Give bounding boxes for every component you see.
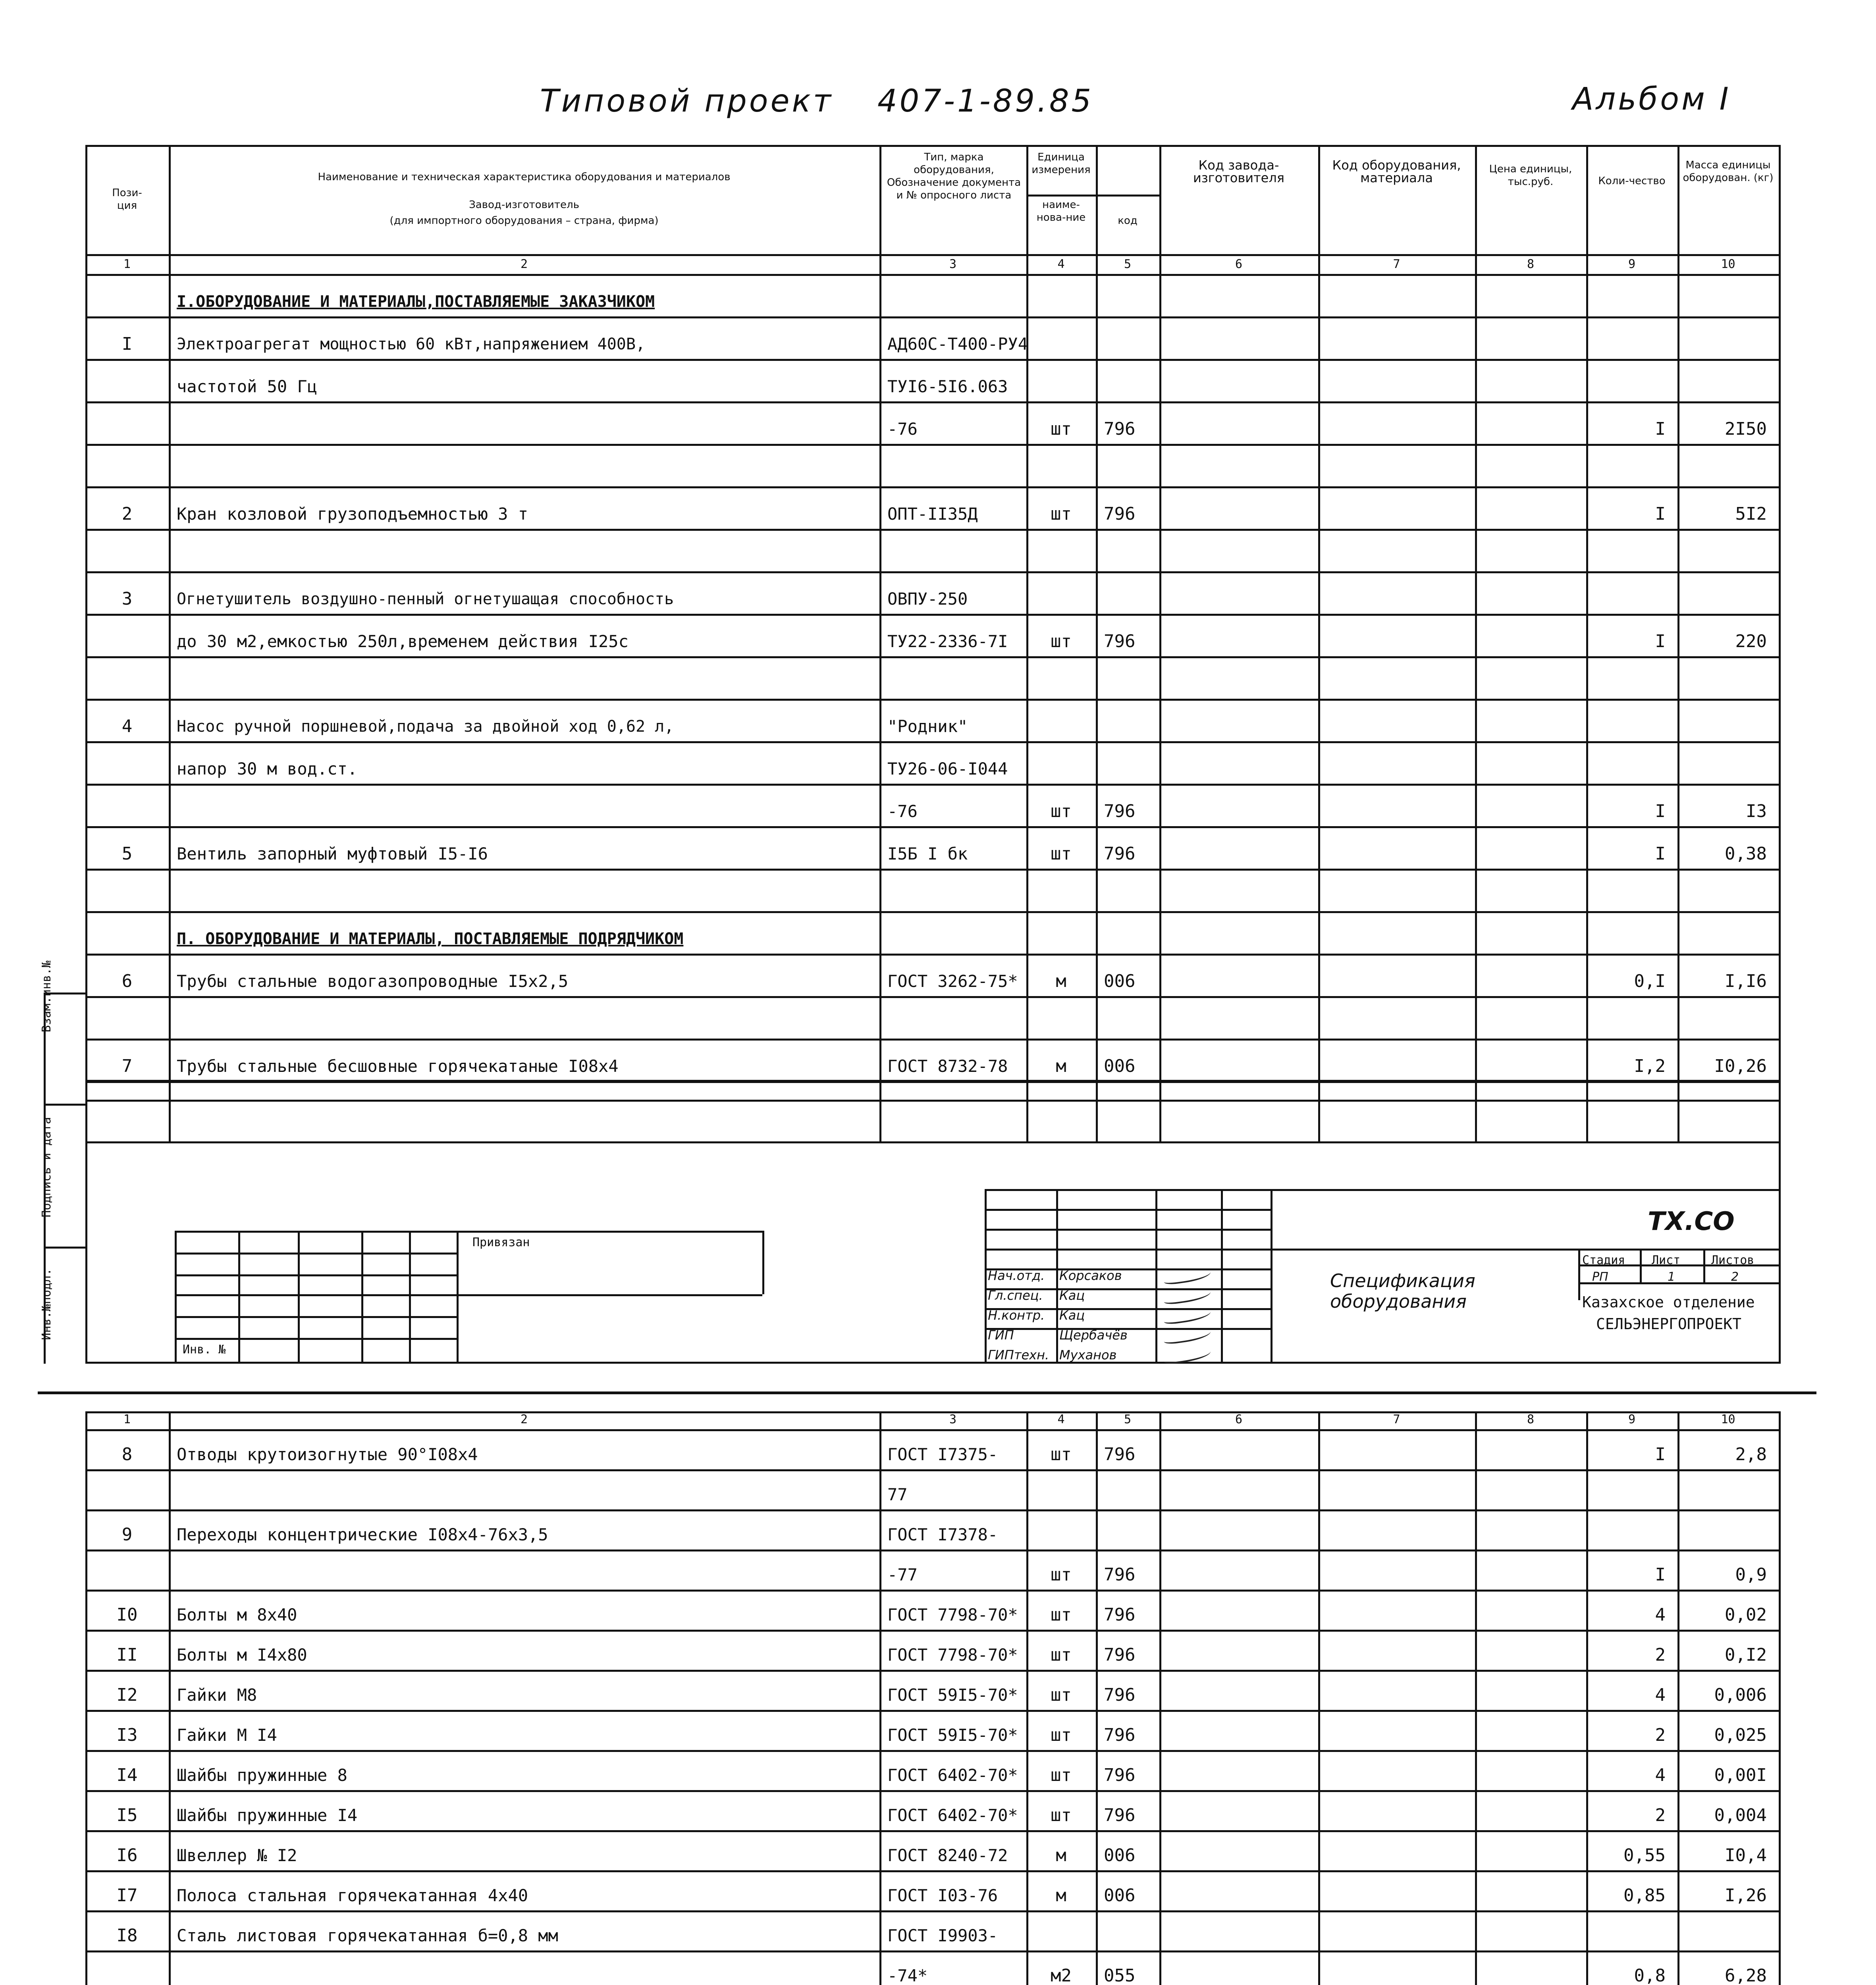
cell-pos: 6 bbox=[121, 971, 133, 991]
cell-pos: 8 bbox=[121, 1444, 133, 1465]
cell-name: Вентиль запорный муфтовый I5-I6 bbox=[177, 844, 488, 863]
cell-code: 796 bbox=[1104, 1444, 1136, 1465]
cell-name: Шайбы пружинные I4 bbox=[177, 1806, 358, 1825]
cell-pos: I2 bbox=[116, 1685, 138, 1705]
column-number: 4 bbox=[1057, 1413, 1065, 1426]
stage-value: РП bbox=[1592, 1270, 1608, 1284]
cell-type: ГОСТ 7798-70* bbox=[887, 1605, 1018, 1625]
table-row-rule bbox=[85, 1039, 1781, 1041]
cell-pos: 7 bbox=[121, 1056, 133, 1076]
cell-type: I5Б I бк bbox=[887, 844, 968, 863]
table-row-rule bbox=[85, 911, 1781, 913]
cell-mass: I0,4 bbox=[1725, 1845, 1767, 1866]
signature-name: Кац bbox=[1059, 1288, 1085, 1303]
cell-pos: 2 bbox=[121, 504, 133, 524]
table-row-rule bbox=[85, 1590, 1781, 1592]
cell-unit: шт bbox=[1051, 844, 1072, 864]
table-row-rule bbox=[85, 1950, 1781, 1952]
cell-mass: 2I50 bbox=[1725, 419, 1767, 439]
cell-pos: I5 bbox=[116, 1805, 138, 1825]
cell-type: ГОСТ 6402-70* bbox=[887, 1806, 1018, 1825]
column-number: 6 bbox=[1235, 1413, 1243, 1426]
table-row-rule bbox=[85, 996, 1781, 998]
cell-mass: 220 bbox=[1735, 631, 1767, 651]
table-row-rule bbox=[85, 1750, 1781, 1752]
cell-name: Трубы стальные бесшовные горячекатаные I08x4 bbox=[177, 1056, 619, 1076]
col-unit-code-header: код bbox=[1118, 215, 1138, 227]
cell-name: Переходы концентрические I08x4-76x3,5 bbox=[177, 1525, 548, 1544]
cell-type: ОВПУ-250 bbox=[887, 589, 968, 609]
project-title: Типовой проект bbox=[540, 83, 834, 119]
cell-name: Болты м I4x80 bbox=[177, 1645, 307, 1665]
cell-mass: I0,26 bbox=[1714, 1056, 1767, 1076]
cell-qty: I bbox=[1655, 631, 1666, 651]
table-row-rule bbox=[85, 1670, 1781, 1672]
cell-unit: м bbox=[1056, 1845, 1066, 1866]
cell-name: Полоса стальная горячекатанная 4x40 bbox=[177, 1886, 528, 1905]
table-row-rule bbox=[85, 869, 1781, 871]
cell-code: 796 bbox=[1104, 1645, 1136, 1665]
cell-pos: I7 bbox=[116, 1885, 138, 1906]
cell-name: Насос ручной поршневой,подача за двойной ход 0,62 л, bbox=[177, 717, 674, 736]
cell-qty: I bbox=[1655, 1444, 1666, 1465]
cell-pos: I bbox=[121, 334, 133, 354]
cell-qty: I bbox=[1655, 844, 1666, 864]
table-row-rule bbox=[85, 486, 1781, 488]
cell-qty: 0,I bbox=[1634, 971, 1666, 991]
cell-unit: шт bbox=[1051, 801, 1072, 821]
signature-name: Кац bbox=[1059, 1308, 1085, 1323]
col-unit-name-header: наиме-нова-ние bbox=[1036, 199, 1086, 224]
cell-type: АД60С-Т400-РУ4 bbox=[887, 334, 1028, 354]
cell-unit: м bbox=[1056, 1056, 1066, 1076]
cell-code: 006 bbox=[1104, 1056, 1136, 1076]
column-number: 4 bbox=[1057, 257, 1065, 271]
table-row-rule bbox=[85, 401, 1781, 403]
column-number: 10 bbox=[1721, 257, 1735, 271]
cell-unit: шт bbox=[1051, 1685, 1072, 1705]
column-number: 1 bbox=[123, 1413, 131, 1426]
table-row-rule bbox=[85, 1710, 1781, 1712]
col-unit-header: Единица измерения bbox=[1032, 151, 1091, 176]
cell-code: 796 bbox=[1104, 1805, 1136, 1825]
cell-code: 006 bbox=[1104, 1845, 1136, 1866]
cell-name: I.ОБОРУДОВАНИЕ И МАТЕРИАЛЫ,ПОСТАВЛЯЕМЫЕ ЗАКАЗЧИКОМ bbox=[177, 293, 655, 311]
cell-mass: I,26 bbox=[1725, 1885, 1767, 1906]
cell-pos: 3 bbox=[121, 589, 133, 609]
cell-code: 796 bbox=[1104, 1565, 1136, 1585]
cell-mass: 0,02 bbox=[1725, 1605, 1767, 1625]
cell-unit: шт bbox=[1051, 1565, 1072, 1585]
cell-name: частотой 50 Гц bbox=[177, 377, 318, 396]
cell-qty: 4 bbox=[1655, 1685, 1666, 1705]
cell-pos: I6 bbox=[116, 1845, 138, 1866]
cell-type: ГОСТ I7375- bbox=[887, 1445, 998, 1464]
column-number: 8 bbox=[1527, 257, 1535, 271]
cell-name: напор 30 м вод.ст. bbox=[177, 759, 358, 779]
cell-mass: 0,9 bbox=[1735, 1565, 1767, 1585]
column-number: 3 bbox=[949, 1413, 957, 1426]
sheet-label: Лист bbox=[1652, 1253, 1681, 1267]
cell-code: 796 bbox=[1104, 844, 1136, 864]
column-number: 7 bbox=[1393, 1413, 1400, 1426]
cell-unit: шт bbox=[1051, 504, 1072, 524]
sheet-separator bbox=[38, 1391, 1816, 1394]
table-row-rule bbox=[85, 614, 1781, 616]
cell-name: Кран козловой грузоподъемностью 3 т bbox=[177, 504, 528, 524]
cell-name: Трубы стальные водогазопроводные I5x2,5 bbox=[177, 971, 569, 991]
table-row-rule bbox=[85, 1870, 1781, 1872]
table-row-rule bbox=[85, 1910, 1781, 1912]
cell-pos: I8 bbox=[116, 1925, 138, 1946]
inv-label-1: Инв. № bbox=[183, 1343, 226, 1357]
cell-type: -76 bbox=[887, 802, 918, 821]
col-mass-header: Масса единицы оборудован. (кг) bbox=[1683, 159, 1774, 184]
cell-unit: шт bbox=[1051, 419, 1072, 439]
signature-role: Н.контр. bbox=[988, 1308, 1045, 1323]
column-number: 8 bbox=[1527, 1413, 1535, 1426]
sheets-label: Листов bbox=[1711, 1253, 1755, 1267]
side-label-1a: Взам.инв.№ bbox=[40, 960, 54, 1033]
column-number: 3 bbox=[949, 257, 957, 271]
cell-code: 796 bbox=[1104, 1605, 1136, 1625]
cell-type: -76 bbox=[887, 419, 918, 439]
col-maker-code-header: Код завода-изготовителя bbox=[1193, 158, 1285, 185]
cell-type: ГОСТ 7798-70* bbox=[887, 1645, 1018, 1665]
cell-qty: 4 bbox=[1655, 1605, 1666, 1625]
col-qty-header: Коли-чество bbox=[1598, 175, 1666, 187]
cell-name: Огнетушитель воздушно-пенный огнетушащая способность bbox=[177, 590, 674, 608]
cell-unit: шт bbox=[1051, 1725, 1072, 1745]
cell-name: Шайбы пружинные 8 bbox=[177, 1765, 347, 1785]
col-name-header-2: Завод-изготовитель bbox=[469, 199, 579, 211]
cell-mass: I,I6 bbox=[1725, 971, 1767, 991]
cell-unit: шт bbox=[1051, 1645, 1072, 1665]
signature-name: Муханов bbox=[1059, 1347, 1117, 1363]
column-number: 1 bbox=[123, 257, 131, 271]
cell-qty: I,2 bbox=[1634, 1056, 1666, 1076]
table-row-rule bbox=[85, 1469, 1781, 1471]
col-mat-code-header: Код оборудования, материала bbox=[1332, 158, 1461, 185]
project-code: 407-1-89.85 bbox=[877, 83, 1094, 119]
cell-type: ГОСТ I7378- bbox=[887, 1525, 998, 1544]
organization-line-2: СЕЛЬЭНЕРГОПРОЕКТ bbox=[1596, 1315, 1742, 1333]
cell-name: Электроагрегат мощностью 60 кВт,напряжением 400В, bbox=[177, 335, 646, 353]
cell-type: -77 bbox=[887, 1565, 918, 1584]
cell-name: П. ОБОРУДОВАНИЕ И МАТЕРИАЛЫ, ПОСТАВЛЯЕМЫЕ ПОДРЯДЧИКОМ bbox=[177, 930, 684, 948]
table-row-rule bbox=[85, 1630, 1781, 1632]
table-row-rule bbox=[85, 954, 1781, 956]
cell-code: 796 bbox=[1104, 504, 1136, 524]
col-pos-header: Пози- ция bbox=[112, 187, 142, 212]
col-type-header: Тип, марка оборудования, Обозначение документа и № опросного листа bbox=[887, 151, 1021, 201]
cell-type: ГОСТ 8240-72 bbox=[887, 1846, 1008, 1865]
privyazan-label-1: Привязан bbox=[472, 1235, 530, 1249]
cell-type: ГОСТ 59I5-70* bbox=[887, 1725, 1018, 1745]
cell-mass: 0,00I bbox=[1714, 1765, 1767, 1785]
column-number: 7 bbox=[1393, 257, 1400, 271]
cell-code: 055 bbox=[1104, 1966, 1136, 1985]
signature-role: Нач.отд. bbox=[988, 1268, 1045, 1283]
cell-pos: I4 bbox=[116, 1765, 138, 1785]
cell-qty: 0,8 bbox=[1634, 1966, 1666, 1985]
signature-role: ГИП bbox=[988, 1328, 1014, 1343]
column-number: 9 bbox=[1628, 257, 1636, 271]
organization-line-1: Казахское отделение bbox=[1582, 1293, 1755, 1311]
side-label-1c: Инв.№подл. bbox=[40, 1268, 54, 1340]
cell-unit: шт bbox=[1051, 1805, 1072, 1825]
col-name-header-1: Наименование и техническая характеристика оборудования и материалов bbox=[318, 171, 731, 183]
cell-name: Отводы крутоизогнутые 90°I08x4 bbox=[177, 1445, 478, 1464]
side-label-1b: Подпись и дата bbox=[40, 1117, 54, 1218]
cell-pos: 4 bbox=[121, 716, 133, 736]
table-row-rule bbox=[85, 1549, 1781, 1551]
sheet-value: 1 bbox=[1668, 1270, 1675, 1284]
cell-type: 77 bbox=[887, 1485, 908, 1504]
table-row-rule bbox=[85, 444, 1781, 446]
cell-pos: I3 bbox=[116, 1725, 138, 1745]
cell-unit: м bbox=[1056, 1885, 1066, 1906]
cell-qty: 2 bbox=[1655, 1805, 1666, 1825]
cell-code: 796 bbox=[1104, 801, 1136, 821]
column-number: 9 bbox=[1628, 1413, 1636, 1426]
cell-unit: шт bbox=[1051, 1444, 1072, 1465]
table-row-rule bbox=[85, 316, 1781, 318]
cell-qty: I bbox=[1655, 504, 1666, 524]
cell-code: 006 bbox=[1104, 971, 1136, 991]
cell-type: "Родник" bbox=[887, 717, 968, 736]
signature-name: Щербачёв bbox=[1059, 1328, 1128, 1343]
cell-type: ГОСТ 3262-75* bbox=[887, 971, 1018, 991]
cell-unit: шт bbox=[1051, 1765, 1072, 1785]
signature-name: Корсаков bbox=[1059, 1268, 1122, 1283]
cell-qty: 0,55 bbox=[1623, 1845, 1666, 1866]
table-row-rule bbox=[85, 529, 1781, 531]
cell-type: ГОСТ 6402-70* bbox=[887, 1765, 1018, 1785]
cell-unit: шт bbox=[1051, 1605, 1072, 1625]
cell-name: Сталь листовая горячекатанная б=0,8 мм bbox=[177, 1926, 558, 1945]
cell-code: 796 bbox=[1104, 1685, 1136, 1705]
cell-pos: I0 bbox=[116, 1605, 138, 1625]
cell-mass: 0,004 bbox=[1714, 1805, 1767, 1825]
cell-mass: 5I2 bbox=[1735, 504, 1767, 524]
signature-role: Гл.спец. bbox=[988, 1288, 1043, 1303]
cell-type: ГОСТ 59I5-70* bbox=[887, 1685, 1018, 1705]
cell-mass: 2,8 bbox=[1735, 1444, 1767, 1465]
cell-unit: м2 bbox=[1051, 1966, 1072, 1985]
table-row-rule bbox=[85, 1830, 1781, 1832]
cell-mass: 0,025 bbox=[1714, 1725, 1767, 1745]
cell-name: Гайки М I4 bbox=[177, 1725, 277, 1745]
cell-type: ТУI6-5I6.063 bbox=[887, 377, 1008, 396]
table-row-rule bbox=[85, 359, 1781, 361]
cell-type: ГОСТ 8732-78 bbox=[887, 1056, 1008, 1076]
sheets-value: 2 bbox=[1731, 1270, 1739, 1284]
table-row-rule bbox=[85, 656, 1781, 658]
table-row-rule bbox=[85, 1509, 1781, 1511]
cell-name: Болты м 8x40 bbox=[177, 1605, 297, 1625]
document-title: Спецификация оборудования bbox=[1330, 1270, 1475, 1312]
cell-code: 796 bbox=[1104, 1725, 1136, 1745]
column-number: 2 bbox=[520, 257, 528, 271]
cell-pos: 5 bbox=[121, 844, 133, 864]
album-label: Альбом I bbox=[1572, 81, 1731, 117]
cell-mass: 0,38 bbox=[1725, 844, 1767, 864]
cell-mass: I3 bbox=[1746, 801, 1767, 821]
cell-unit: шт bbox=[1051, 631, 1072, 651]
cell-mass: 0,006 bbox=[1714, 1685, 1767, 1705]
table-row-rule bbox=[85, 784, 1781, 786]
column-number: 6 bbox=[1235, 257, 1243, 271]
cell-name: Гайки М8 bbox=[177, 1685, 257, 1705]
table-row-rule bbox=[85, 1790, 1781, 1792]
cell-mass: 6,28 bbox=[1725, 1966, 1767, 1985]
cell-qty: I bbox=[1655, 1565, 1666, 1585]
col-price-header: Цена единицы, тыс.руб. bbox=[1489, 163, 1572, 188]
cell-unit: м bbox=[1056, 971, 1066, 991]
cell-name: до 30 м2,емкостью 250л,временем действия I25с bbox=[177, 632, 629, 651]
cell-qty: 0,85 bbox=[1623, 1885, 1666, 1906]
cell-qty: 2 bbox=[1655, 1645, 1666, 1665]
cell-pos: II bbox=[116, 1645, 138, 1665]
table-row-rule bbox=[85, 699, 1781, 701]
cell-qty: 4 bbox=[1655, 1765, 1666, 1785]
table-row-rule bbox=[85, 571, 1781, 573]
table-row-rule bbox=[85, 741, 1781, 743]
cell-type: ТУ26-06-I044 bbox=[887, 759, 1008, 779]
signature-role: ГИПтехн. bbox=[988, 1347, 1049, 1363]
cell-mass: 0,I2 bbox=[1725, 1645, 1767, 1665]
cell-code: 796 bbox=[1104, 631, 1136, 651]
stage-label: Стадия bbox=[1582, 1253, 1625, 1267]
cell-name: Швеллер № I2 bbox=[177, 1846, 297, 1865]
cell-type: ГОСТ I03-76 bbox=[887, 1886, 998, 1905]
cell-qty: I bbox=[1655, 801, 1666, 821]
cell-qty: 2 bbox=[1655, 1725, 1666, 1745]
column-number: 10 bbox=[1721, 1413, 1735, 1426]
table-row-rule bbox=[85, 826, 1781, 828]
column-number: 5 bbox=[1124, 257, 1132, 271]
column-number: 5 bbox=[1124, 1413, 1132, 1426]
cell-type: ТУ22-2336-7I bbox=[887, 632, 1008, 651]
cell-type: ОПТ-II35Д bbox=[887, 504, 978, 524]
cell-type: -74* bbox=[887, 1966, 928, 1985]
col-name-header-3: (для импортного оборудования – страна, фирма) bbox=[389, 215, 659, 227]
cell-pos: 9 bbox=[121, 1524, 133, 1545]
cell-type: ГОСТ I9903- bbox=[887, 1926, 998, 1945]
cell-code: 796 bbox=[1104, 419, 1136, 439]
cell-qty: I bbox=[1655, 419, 1666, 439]
cell-code: 006 bbox=[1104, 1885, 1136, 1906]
column-number: 2 bbox=[520, 1413, 528, 1426]
cell-code: 796 bbox=[1104, 1765, 1136, 1785]
